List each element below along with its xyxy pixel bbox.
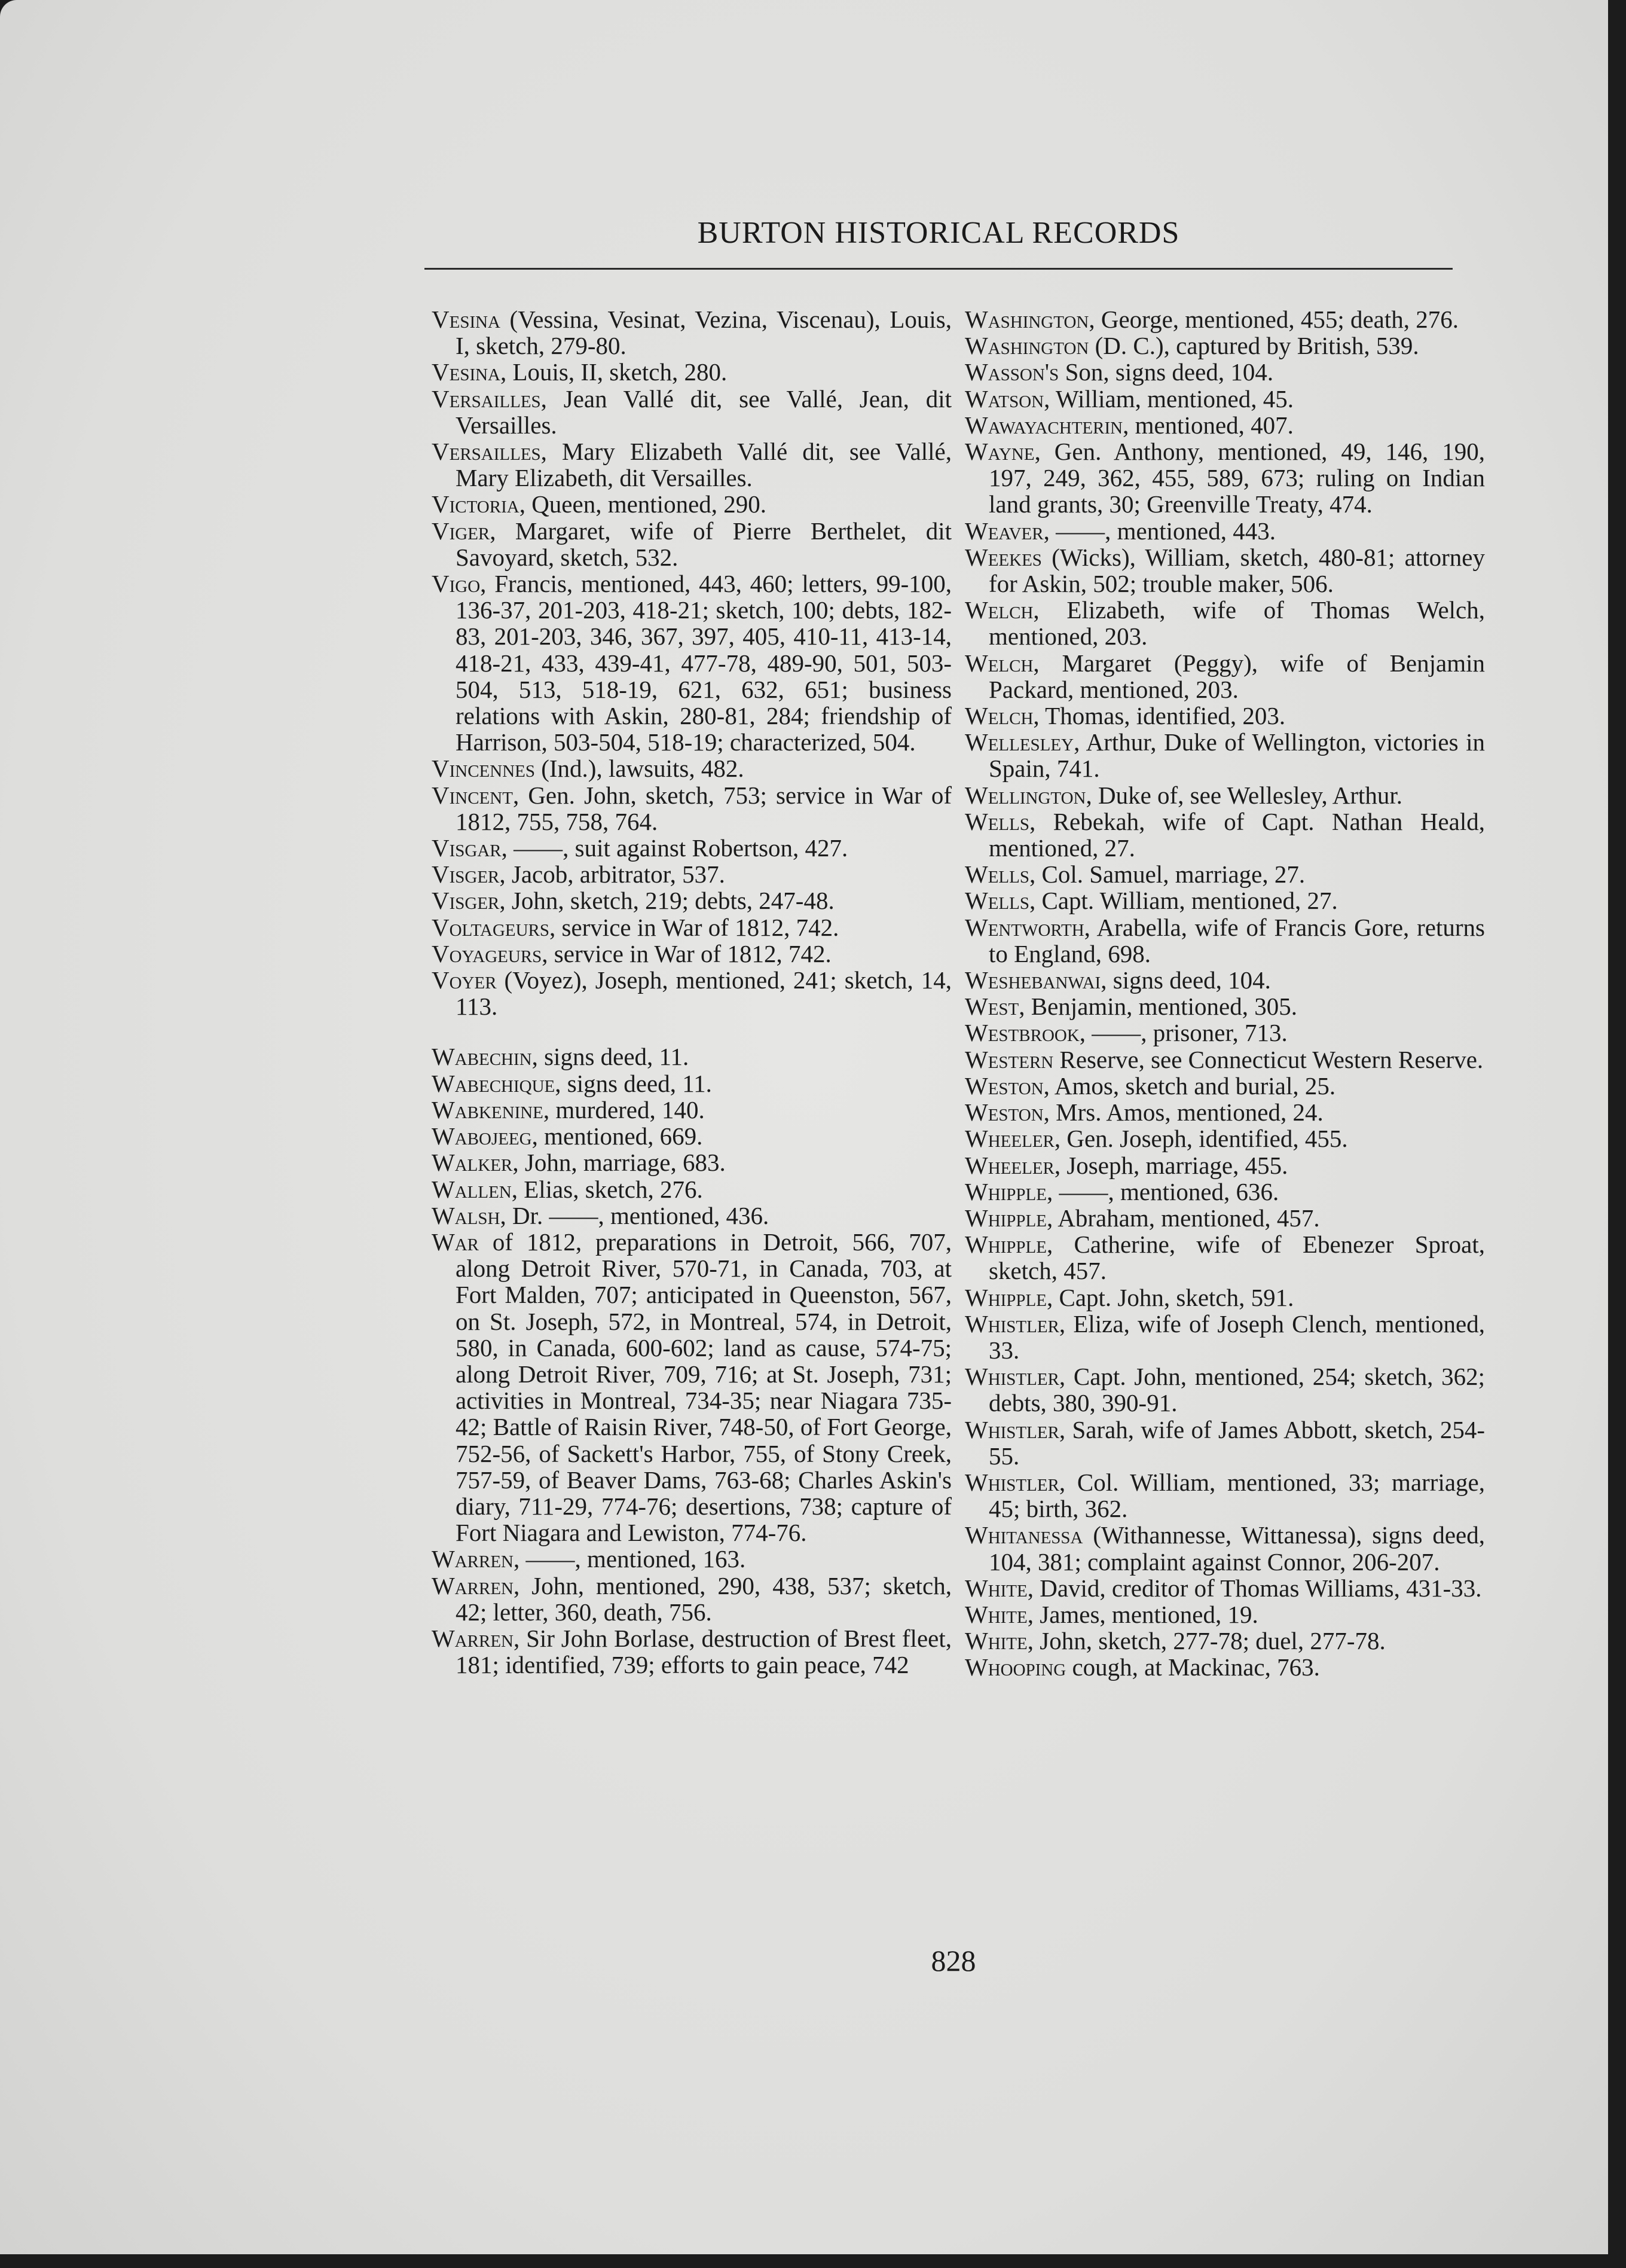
index-entry-text: , Mrs. Amos, mentioned, 24.	[1043, 1098, 1324, 1127]
index-entry-text: Son, signs deed, 104.	[1059, 358, 1274, 386]
index-headword: Visger	[432, 887, 500, 915]
index-headword: Wabechique	[432, 1069, 555, 1097]
index-headword: Wentworth	[965, 913, 1084, 941]
index-entry	[432, 967, 952, 1019]
index-entry-text: , Gen. Anthony, mentioned, 49, 146, 190, 197, 249, 362, 455, 589, 673; ruling on Indian land grants, 30; Greenville Treaty, 474.	[989, 438, 1485, 518]
index-entry-text: , ——, mentioned, 636.	[1046, 1177, 1279, 1205]
index-entry-text: , Capt. John, sketch, 591.	[1046, 1283, 1294, 1311]
index-entry-text: , Dr. ——, mentioned, 436.	[500, 1201, 769, 1229]
index-headword: Westbrook	[965, 1019, 1080, 1047]
index-entry-text: , Rebekah, wife of Capt. Nathan Heald, mentioned, 27.	[989, 807, 1485, 862]
index-headword: Viger	[432, 517, 490, 545]
index-headword: Wabechin	[432, 1043, 532, 1071]
index-entry-text: , Eliza, wife of Joseph Clench, mentioned, 33.	[989, 1309, 1485, 1364]
index-entry-text: , Abraham, mentioned, 457.	[1046, 1204, 1320, 1232]
index-headword: Whistler	[965, 1415, 1059, 1443]
index-entry	[965, 1231, 1485, 1284]
index-entry-text: , William, mentioned, 45.	[1044, 384, 1294, 413]
index-entry	[432, 1097, 952, 1123]
index-entry	[432, 887, 952, 914]
index-headword: Wheeler	[965, 1125, 1055, 1153]
index-entry	[965, 1417, 1485, 1469]
index-entry	[965, 359, 1485, 385]
index-headword: Vesina	[432, 358, 500, 386]
index-entry-text: (Voyez), Joseph, mentioned, 241; sketch, 14, 113.	[456, 966, 952, 1021]
index-headword: Wells	[965, 887, 1029, 915]
index-entry	[965, 1311, 1485, 1363]
index-entry	[965, 1125, 1485, 1152]
index-entry	[965, 1522, 1485, 1574]
index-entry	[965, 650, 1485, 703]
index-entry-text: , John, mentioned, 290, 438, 537; sketch, 42; letter, 360, death, 756.	[456, 1571, 952, 1626]
index-headword: Whistler	[965, 1468, 1059, 1496]
index-headword: Vigo	[432, 570, 481, 598]
index-entry-text: , Francis, mentioned, 443, 460; letters, 99-100, 136-37, 201-203, 418-21; sketch, 100; debts, 182-83, 201-203, 346, 367, 397, 405, 410-11, 413-14, 418-21, 433, 439-41, 477-78, 489-90, 501, 503-504, 513, 518-19, 621, 632, 651; business relations with Askin, 280-81, 284; friendship of Harrison, 503-504, 518-19; characterized, 504.	[456, 570, 952, 756]
index-headword: Wawayachterin	[965, 411, 1123, 439]
index-entry-text: Reserve, see Connecticut Western Reserve.	[1053, 1045, 1484, 1073]
index-entry	[432, 914, 952, 941]
index-entry-text: , David, creditor of Thomas Williams, 431-33.	[1027, 1574, 1482, 1602]
index-entry-text: , Arthur, Duke of Wellington, victories in Spain, 741.	[989, 728, 1485, 783]
index-entry-text: (Wicks), William, sketch, 480-81; attorney for Askin, 502; trouble maker, 506.	[989, 543, 1485, 598]
index-entry	[965, 1575, 1485, 1601]
index-entry	[965, 332, 1485, 359]
index-entry	[432, 835, 952, 861]
index-entry	[965, 1284, 1485, 1311]
running-head: BURTON HISTORICAL RECORDS	[697, 216, 1180, 250]
index-entry	[965, 1469, 1485, 1522]
index-headword: Watson	[965, 384, 1044, 413]
index-headword: War	[432, 1228, 479, 1256]
index-entry-text: , service in War of 1812, 742.	[542, 939, 832, 967]
index-entry-text: , murdered, 140.	[543, 1095, 705, 1124]
index-headword: Washington	[965, 332, 1089, 360]
index-column-left	[432, 306, 952, 1678]
index-entry-text: , Sarah, wife of James Abbott, sketch, 254-55.	[989, 1415, 1485, 1470]
index-entry	[432, 1202, 952, 1229]
index-headword: Whipple	[965, 1204, 1047, 1232]
index-entry	[965, 782, 1485, 808]
index-entry-text: , Thomas, identified, 203.	[1033, 702, 1286, 730]
index-entry	[432, 386, 952, 438]
index-entry	[965, 967, 1485, 993]
index-headword: Vincennes	[432, 755, 535, 783]
index-headword: Welch	[965, 596, 1034, 624]
index-headword: Wallen	[432, 1175, 512, 1203]
index-headword: Voyageurs	[432, 939, 542, 967]
index-headword: White	[965, 1600, 1028, 1628]
index-entry-text: , Margaret, wife of Pierre Berthelet, dit Savoyard, sketch, 532.	[456, 517, 952, 571]
index-headword: Wellesley	[965, 728, 1074, 756]
index-headword: Whitanessa	[965, 1521, 1083, 1549]
index-entry-text: (Withannesse, Wittanessa), signs deed, 104, 381; complaint against Connor, 206-207.	[989, 1521, 1485, 1576]
index-entry-text: , Capt. William, mentioned, 27.	[1029, 887, 1338, 915]
index-entry	[432, 941, 952, 967]
index-entry	[432, 1625, 952, 1678]
index-headword: Voltageurs	[432, 913, 550, 941]
index-entry	[965, 386, 1485, 412]
index-entry	[965, 808, 1485, 861]
index-headword: Wells	[965, 860, 1029, 889]
index-entry-text: , Elizabeth, wife of Thomas Welch, mentioned, 203.	[989, 596, 1485, 651]
index-headword: Weston	[965, 1098, 1044, 1127]
index-entry-text: , Mary Elizabeth Vallé dit, see Vallé, Mary Elizabeth, dit Versailles.	[456, 438, 952, 492]
index-entry	[965, 887, 1485, 914]
index-entry-text: , ——, mentioned, 443.	[1043, 517, 1276, 545]
index-entry	[432, 755, 952, 782]
index-entry-text: , service in War of 1812, 742.	[549, 913, 839, 941]
index-entry-text: (Vessina, Vesinat, Vezina, Viscenau), Louis, I, sketch, 279-80.	[456, 306, 952, 360]
index-entry-text: , ——, mentioned, 163.	[513, 1545, 746, 1573]
index-entry-text: , Margaret (Peggy), wife of Benjamin Packard, mentioned, 203.	[989, 649, 1485, 703]
index-entry-text: , Louis, II, sketch, 280.	[500, 358, 728, 386]
index-headword: Wellington	[965, 781, 1086, 809]
index-headword: Whipple	[965, 1283, 1047, 1311]
index-entry-text: , mentioned, 407.	[1123, 411, 1294, 439]
index-entry-text: , Queen, mentioned, 290.	[519, 490, 767, 518]
index-headword: Visger	[432, 860, 500, 889]
index-entry	[965, 438, 1485, 518]
index-entry	[965, 993, 1485, 1019]
index-headword: Weekes	[965, 543, 1042, 571]
index-headword: Welch	[965, 649, 1034, 677]
index-entry	[965, 1205, 1485, 1231]
index-entry	[432, 1043, 952, 1070]
index-entry-text: cough, at Mackinac, 763.	[1066, 1653, 1320, 1681]
index-headword: Warren	[432, 1624, 514, 1652]
index-headword: Weston	[965, 1072, 1044, 1100]
index-column-right	[965, 306, 1485, 1681]
index-entry	[432, 861, 952, 887]
index-headword: White	[965, 1627, 1028, 1655]
index-headword: Warren	[432, 1545, 514, 1573]
index-entry-text: , Duke of, see Wellesley, Arthur.	[1086, 781, 1403, 809]
index-headword: White	[965, 1574, 1028, 1602]
index-headword: Victoria	[432, 490, 519, 518]
index-entry-text: , Arabella, wife of Francis Gore, returns to England, 698.	[989, 913, 1485, 967]
index-entry-text: , Jacob, arbitrator, 537.	[499, 860, 725, 889]
index-entry-text: , George, mentioned, 455; death, 276.	[1089, 306, 1459, 333]
index-entry-text: , John, sketch, 219; debts, 247-48.	[499, 887, 835, 915]
index-entry	[965, 1152, 1485, 1179]
index-entry-text: , John, marriage, 683.	[512, 1149, 726, 1177]
index-entry	[432, 1123, 952, 1149]
index-entry-text: , Col. Samuel, marriage, 27.	[1029, 860, 1306, 889]
index-headword: Wasson's	[965, 358, 1059, 386]
index-entry-text: of 1812, preparations in Detroit, 566, 707, along Detroit River, 570-71, in Canada, 703, at Fort Malden, 707; anticipated in Queenston, 567, on St. Joseph, 572, in Montreal, 574, in Detroit, 580, in Canada, 600-602; land as cause, 574-75; along Detroit River, 709, 716; at St. Joseph, 731; activities in Montreal, 734-35; near Niagara 735-42; Battle of Raisin River, 748-50, of Fort George, 752-56, of Sackett's Harbor, 755, of Stony Creek, 757-59, of Beaver Dams, 763-68; Charles Askin's diary, 711-29, 774-76; desertions, 738; capture of Fort Niagara and Lewiston, 774-76.	[456, 1228, 952, 1547]
index-headword: Wells	[965, 807, 1029, 835]
index-entry	[965, 729, 1485, 782]
index-entry	[965, 1601, 1485, 1628]
index-entry	[432, 1149, 952, 1176]
index-headword: Warren	[432, 1571, 514, 1599]
index-entry-text: , Benjamin, mentioned, 305.	[1019, 993, 1297, 1021]
index-headword: West	[965, 993, 1019, 1021]
index-entry	[965, 1019, 1485, 1046]
index-entry-text: , signs deed, 11.	[531, 1043, 689, 1071]
index-entry	[965, 306, 1485, 332]
index-entry-text: , James, mentioned, 19.	[1027, 1600, 1258, 1628]
index-entry	[965, 518, 1485, 544]
index-entry	[965, 1363, 1485, 1416]
index-headword: Voyer	[432, 966, 497, 994]
index-entry-text: , Col. William, mentioned, 33; marriage, 45; birth, 362.	[989, 1468, 1485, 1523]
index-entry-text: , ——, suit against Robertson, 427.	[501, 834, 848, 862]
index-headword: Whistler	[965, 1309, 1059, 1338]
index-headword: Washington	[965, 306, 1089, 333]
index-entry	[965, 412, 1485, 438]
index-entry	[432, 491, 952, 517]
index-headword: Wayne	[965, 438, 1035, 466]
index-headword: Whooping	[965, 1653, 1066, 1681]
index-headword: Wabojeeg	[432, 1122, 532, 1150]
index-entry-text: , signs deed, 104.	[1101, 966, 1271, 994]
index-entry	[965, 597, 1485, 649]
index-entry-text: , Jean Vallé dit, see Vallé, Jean, dit Versailles.	[456, 384, 952, 439]
index-entry	[965, 1179, 1485, 1205]
index-headword: Whipple	[965, 1231, 1047, 1259]
index-entry	[965, 544, 1485, 597]
index-headword: Whipple	[965, 1177, 1047, 1205]
index-headword: Weshebanwai	[965, 966, 1101, 994]
index-entry-text: , Gen. John, sketch, 753; service in War of 1812, 755, 758, 764.	[456, 781, 952, 835]
index-entry	[965, 703, 1485, 729]
index-entry	[965, 1073, 1485, 1099]
index-entry	[432, 1176, 952, 1202]
index-entry-text: , Catherine, wife of Ebenezer Sproat, sketch, 457.	[989, 1231, 1485, 1285]
index-headword: Visgar	[432, 834, 502, 862]
index-entry	[965, 914, 1485, 967]
index-entry	[432, 1229, 952, 1546]
index-headword: Wabkenine	[432, 1095, 543, 1124]
index-headword: Walker	[432, 1149, 513, 1177]
header-rule	[424, 268, 1453, 270]
index-entry	[432, 1546, 952, 1572]
index-entry-text: , mentioned, 669.	[531, 1122, 703, 1150]
index-entry-text: , John, sketch, 277-78; duel, 277-78.	[1027, 1627, 1386, 1655]
index-entry-text: , ——, prisoner, 713.	[1079, 1019, 1288, 1047]
index-entry-text: , Amos, sketch and burial, 25.	[1043, 1072, 1336, 1100]
index-entry	[965, 1046, 1485, 1073]
index-headword: Versailles	[432, 384, 541, 413]
index-entry-text: , Sir John Borlase, destruction of Brest fleet, 181; identified, 739; efforts to gain peace, 742	[456, 1624, 952, 1679]
page-number: 828	[931, 1944, 976, 1977]
index-entry	[965, 1628, 1485, 1654]
index-entry-text: (Ind.), lawsuits, 482.	[535, 755, 744, 783]
index-entry	[432, 359, 952, 385]
index-headword: Wheeler	[965, 1151, 1055, 1179]
index-entry	[432, 306, 952, 359]
index-entry-text: (D. C.), captured by British, 539.	[1089, 332, 1419, 360]
index-headword: Versailles	[432, 438, 541, 466]
section-gap	[432, 1019, 952, 1043]
index-entry	[432, 782, 952, 835]
index-entry-text: , Capt. John, mentioned, 254; sketch, 362; debts, 380, 390-91.	[989, 1363, 1485, 1417]
index-entry-text: , signs deed, 11.	[555, 1069, 712, 1097]
index-entry	[965, 861, 1485, 887]
index-entry-text: , Gen. Joseph, identified, 455.	[1054, 1125, 1348, 1153]
index-headword: Walsh	[432, 1201, 500, 1229]
index-entry-text: , Joseph, marriage, 455.	[1054, 1151, 1288, 1179]
index-headword: Vincent	[432, 781, 513, 809]
index-headword: Whistler	[965, 1363, 1059, 1391]
index-entry	[432, 518, 952, 570]
index-entry	[432, 438, 952, 491]
index-entry	[432, 570, 952, 755]
index-headword: Welch	[965, 702, 1034, 730]
index-entry	[965, 1654, 1485, 1680]
index-entry	[432, 1070, 952, 1097]
index-headword: Western	[965, 1045, 1054, 1073]
index-entry-text: , Elias, sketch, 276.	[511, 1175, 703, 1203]
index-headword: Weaver	[965, 517, 1044, 545]
index-headword: Vesina	[432, 306, 500, 333]
index-entry	[965, 1099, 1485, 1125]
index-entry	[432, 1573, 952, 1625]
